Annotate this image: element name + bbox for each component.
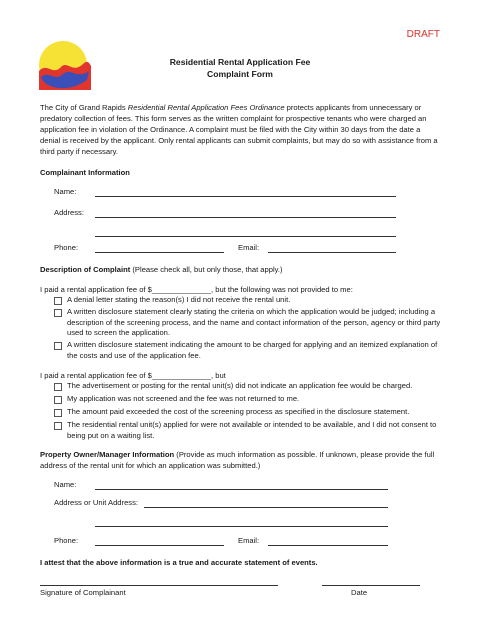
- owner-heading-row: [40, 449, 442, 471]
- checkbox[interactable]: [54, 409, 62, 417]
- complainant-name-label: Name:: [54, 187, 77, 196]
- group2-item-text: The amount paid exceeded the cost of the screening process as specified in the disclosure statement.: [67, 407, 410, 416]
- group1-item-text: A written disclosure statement indicating the amount to be charged for applying and an itemized explanation of the costs and use of the application fee.: [67, 340, 438, 360]
- owner-address-label: Address or Unit Address:: [54, 498, 138, 507]
- description-heading: Description of Complaint: [40, 265, 131, 274]
- complainant-email-label: Email:: [238, 243, 260, 252]
- group2-item[interactable]: [54, 381, 444, 392]
- form-title: [100, 56, 380, 80]
- owner-heading: Property Owner/Manager Information: [40, 450, 175, 459]
- complainant-address-label: Address:: [54, 208, 84, 217]
- checkbox[interactable]: [54, 342, 62, 350]
- owner-address-field-2[interactable]: [95, 517, 388, 527]
- owner-email-field[interactable]: [268, 536, 388, 546]
- group1-item-text: A written disclosure statement clearly stating the criteria on which the application would be judged; including a description of the screening process, and the name and contact information of the person, agency or third party used to screen the application.: [67, 307, 441, 337]
- city-logo: [33, 40, 93, 90]
- group2-intro: I paid a rental application fee of $______________, but: [40, 371, 226, 380]
- date-label: Date: [351, 588, 368, 597]
- owner-email-label: Email:: [238, 536, 260, 545]
- complainant-address-field-2[interactable]: [95, 227, 396, 237]
- attest-statement: I attest that the above information is a true and accurate statement of events.: [40, 558, 318, 567]
- checkbox[interactable]: [54, 383, 62, 391]
- intro-ordinance: Residential Rental Application Fees Ordinance: [127, 103, 285, 112]
- group1-intro: I paid a rental application fee of $______________, but the following was not provided to me:: [40, 285, 353, 294]
- group1-item[interactable]: [54, 340, 444, 362]
- group2-item[interactable]: [54, 420, 444, 442]
- intro-before: The City of Grand Rapids: [40, 103, 128, 112]
- group1-item-text: A denial letter stating the reason(s) I did not receive the rental unit.: [67, 295, 291, 304]
- intro-after: protects applicants from unnecessary or predatory collection of fees. This form serves as the written complaint for prospective tenants who were charged an application fee in violation of the Ordinance. A complaint must be filed with the City within 30 days from the date a denial is received by the applicant. Only rental applicants can submit complaints, but may do so with assistance from a third party if necessary.: [40, 103, 438, 156]
- complainant-phone-label: Phone:: [54, 243, 79, 252]
- group1-item[interactable]: [54, 307, 444, 339]
- owner-name-field[interactable]: [95, 480, 388, 490]
- title-line-1: Residential Rental Application Fee: [169, 57, 311, 67]
- owner-phone-field[interactable]: [95, 536, 224, 546]
- complainant-phone-field[interactable]: [95, 243, 224, 253]
- intro-paragraph: [40, 102, 440, 157]
- owner-address-field[interactable]: [144, 498, 388, 508]
- signature-field[interactable]: [40, 576, 278, 586]
- draft-label: DRAFT: [406, 29, 440, 40]
- description-heading-row: [40, 265, 283, 275]
- checkbox[interactable]: [54, 396, 62, 404]
- signature-label: Signature of Complainant: [40, 588, 126, 597]
- group2-item-text: My application was not screened and the fee was not returned to me.: [67, 394, 300, 403]
- owner-heading-note: (Provide as much information as possible. If unknown, please provide the full address of the rental unit for which an application was submitted.): [40, 450, 435, 470]
- owner-name-label: Name:: [54, 480, 77, 489]
- description-heading-note: (Please check all, but only those, that apply.): [130, 265, 283, 274]
- title-line-2: Complaint Form: [207, 69, 273, 79]
- owner-phone-label: Phone:: [54, 536, 79, 545]
- checkbox[interactable]: [54, 297, 62, 305]
- group2-item-text: The advertisement or posting for the rental unit(s) did not indicate an application fee would be charged.: [67, 381, 413, 390]
- date-field[interactable]: [322, 576, 420, 586]
- checkbox[interactable]: [54, 422, 62, 430]
- group2-item[interactable]: [54, 394, 444, 405]
- complainant-email-field[interactable]: [268, 243, 396, 253]
- group2-item[interactable]: [54, 407, 444, 418]
- complainant-name-field[interactable]: [95, 187, 396, 197]
- checkbox[interactable]: [54, 309, 62, 317]
- group1-item[interactable]: [54, 295, 444, 306]
- complainant-heading: Complainant Information: [40, 168, 130, 177]
- group2-item-text: The residential rental unit(s) applied for were not available or intended to be available, and I did not consent to being put on a waiting list.: [67, 420, 437, 440]
- complainant-address-field[interactable]: [95, 208, 396, 218]
